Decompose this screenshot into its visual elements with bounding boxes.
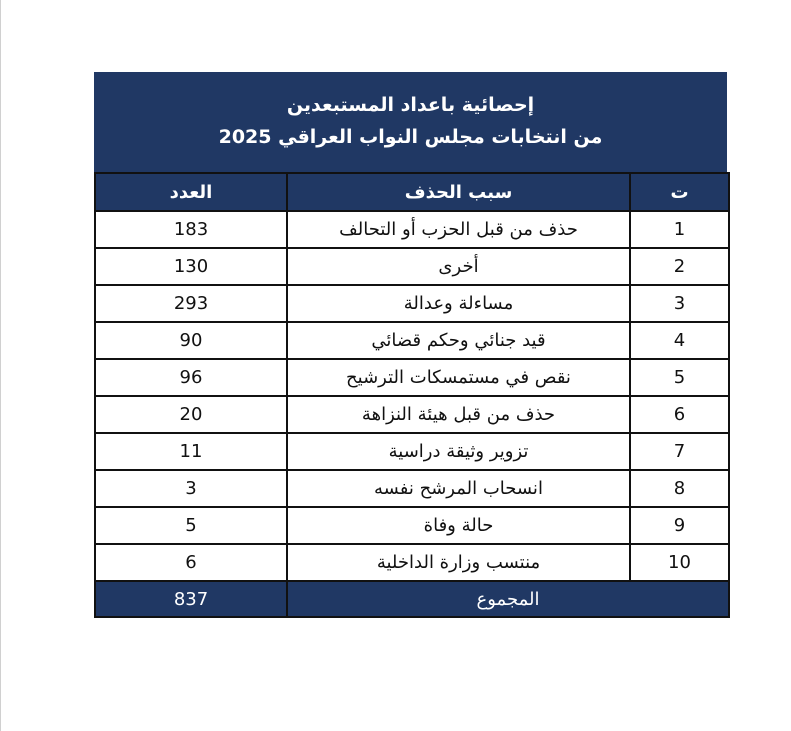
cell-count: 6 xyxy=(95,544,287,581)
header-index: ت xyxy=(630,173,729,211)
cell-reason: حذف من قبل هيئة النزاهة xyxy=(287,396,630,433)
table-row xyxy=(95,433,729,470)
cell-index: 6 xyxy=(630,396,729,433)
cell-index: 5 xyxy=(630,359,729,396)
cell-count: 11 xyxy=(95,433,287,470)
table-title xyxy=(94,72,727,172)
excluded-candidates-table xyxy=(94,172,730,618)
cell-count: 20 xyxy=(95,396,287,433)
cell-index: 4 xyxy=(630,322,729,359)
cell-reason: منتسب وزارة الداخلية xyxy=(287,544,630,581)
cell-index: 3 xyxy=(630,285,729,322)
table-row xyxy=(95,322,729,359)
cell-count: 130 xyxy=(95,248,287,285)
table-row xyxy=(95,248,729,285)
title-line-2: من انتخابات مجلس النواب العراقي 2025 xyxy=(218,126,603,148)
cell-index: 10 xyxy=(630,544,729,581)
table-row xyxy=(95,396,729,433)
table-row xyxy=(95,470,729,507)
cell-reason: تزوير وثيقة دراسية xyxy=(287,433,630,470)
header-row xyxy=(95,173,729,211)
table-row xyxy=(95,285,729,322)
cell-count: 96 xyxy=(95,359,287,396)
total-label: المجموع xyxy=(287,581,729,617)
total-count: 837 xyxy=(95,581,287,617)
header-reason: سبب الحذف xyxy=(287,173,630,211)
cell-count: 90 xyxy=(95,322,287,359)
cell-reason: قيد جنائي وحكم قضائي xyxy=(287,322,630,359)
table-row xyxy=(95,544,729,581)
cell-index: 2 xyxy=(630,248,729,285)
cell-count: 293 xyxy=(95,285,287,322)
cell-index: 8 xyxy=(630,470,729,507)
cell-index: 1 xyxy=(630,211,729,248)
total-row xyxy=(95,581,729,617)
cell-reason: انسحاب المرشح نفسه xyxy=(287,470,630,507)
cell-reason: حذف من قبل الحزب أو التحالف xyxy=(287,211,630,248)
cell-reason: حالة وفاة xyxy=(287,507,630,544)
table-row xyxy=(95,211,729,248)
cell-count: 3 xyxy=(95,470,287,507)
cell-reason: مساءلة وعدالة xyxy=(287,285,630,322)
header-count: العدد xyxy=(95,173,287,211)
table-row xyxy=(95,359,729,396)
title-line-1: إحصائية باعداد المستبعدين xyxy=(286,94,535,116)
cell-reason: نقص في مستمسكات الترشيح xyxy=(287,359,630,396)
cell-count: 183 xyxy=(95,211,287,248)
cell-count: 5 xyxy=(95,507,287,544)
cell-index: 7 xyxy=(630,433,729,470)
cell-index: 9 xyxy=(630,507,729,544)
cell-reason: أخرى xyxy=(287,248,630,285)
table-row xyxy=(95,507,729,544)
